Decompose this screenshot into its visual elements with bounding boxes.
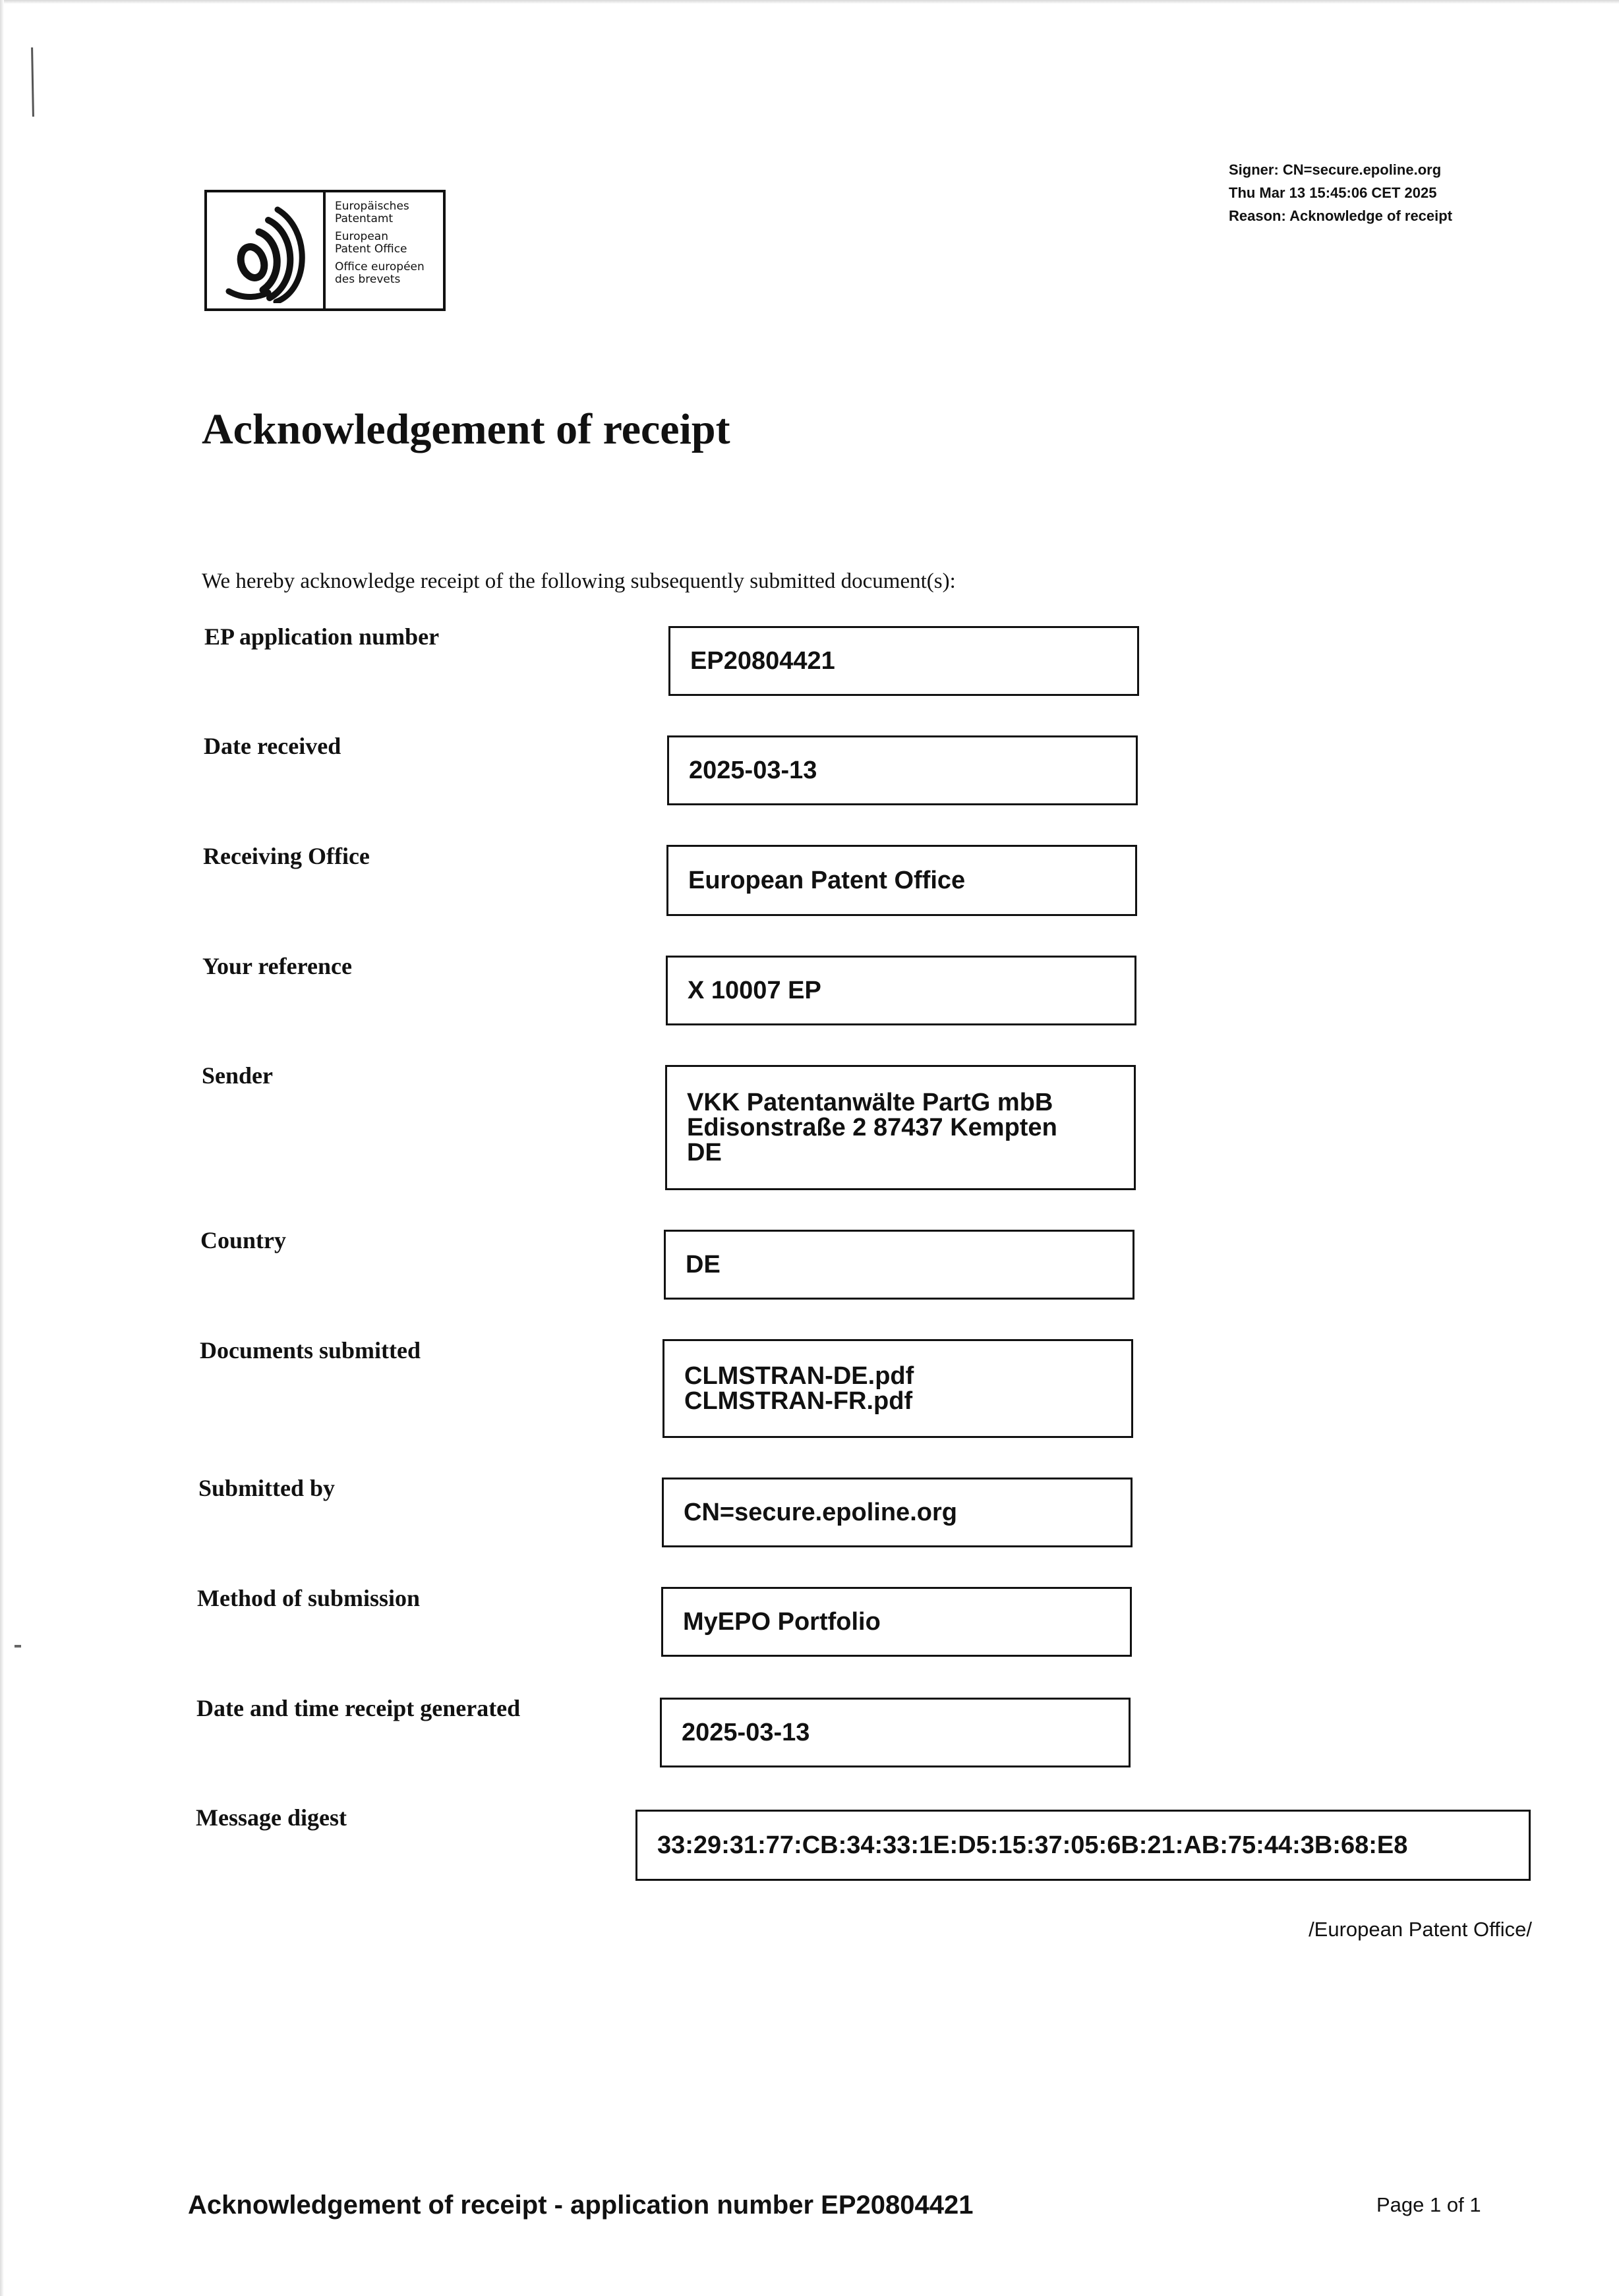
- scan-mark: [31, 47, 34, 117]
- value-line: VKK Patentanwälte PartG mbB: [687, 1089, 1053, 1116]
- epo-logo-icon: [207, 192, 326, 308]
- field-label-method-of-submission: Method of submission: [197, 1585, 421, 1611]
- logo-line: Patentamt: [335, 212, 394, 225]
- field-label-sender: Sender: [202, 1062, 273, 1089]
- field-value-sender: [665, 1065, 1136, 1190]
- field-value-date-received: [667, 735, 1138, 805]
- field-label-receiving-office: Receiving Office: [203, 843, 370, 869]
- field-label-receipt-generated: Date and time receipt generated: [196, 1695, 521, 1721]
- field-label-date-received: Date received: [204, 733, 341, 759]
- value-line: CLMSTRAN-FR.pdf: [684, 1387, 913, 1415]
- page-title: Acknowledgement of receipt: [202, 405, 730, 453]
- value-line: 2025-03-13: [689, 757, 817, 784]
- page-edge: [0, 0, 1619, 4]
- logo-line: Patent Office: [335, 243, 407, 256]
- logo-line: des brevets: [335, 273, 401, 286]
- logo-line: Office européen: [335, 260, 425, 273]
- footer-title: Acknowledgement of receipt - application number EP20804421: [188, 2191, 974, 2220]
- value-line: Edisonstraße 2 87437 Kempten: [687, 1114, 1057, 1141]
- value-line: 33:29:31:77:CB:34:33:1E:D5:15:37:05:6B:21:AB:75:44:3B:68:E8: [657, 1831, 1408, 1859]
- value-line: CN=secure.epoline.org: [684, 1499, 957, 1526]
- signature-signer: Signer: CN=secure.epoline.org: [1229, 161, 1442, 178]
- logo-line: European: [335, 230, 388, 243]
- field-value-receiving-office: [666, 845, 1137, 916]
- page-edge-left: [0, 0, 4, 2296]
- value-line: DE: [687, 1139, 722, 1166]
- field-value-receipt-generated: [660, 1698, 1131, 1767]
- field-value-submitted-by: [662, 1478, 1133, 1547]
- value-line: MyEPO Portfolio: [683, 1608, 881, 1636]
- signature-reason: Reason: Acknowledge of receipt: [1229, 208, 1453, 224]
- value-line: EP20804421: [690, 647, 835, 675]
- field-label-message-digest: Message digest: [196, 1804, 347, 1831]
- digital-signature-block: [1229, 158, 1452, 227]
- page-number: Page 1 of 1: [1376, 2193, 1481, 2216]
- field-label-your-reference: Your reference: [202, 953, 352, 979]
- field-value-country: [664, 1230, 1134, 1300]
- scan-dot: [15, 1645, 21, 1648]
- field-label-submitted-by: Submitted by: [198, 1475, 336, 1501]
- value-line: DE: [686, 1251, 721, 1278]
- field-label-application-number: EP application number: [204, 623, 440, 650]
- field-value-application-number: [668, 626, 1139, 696]
- value-line: X 10007 EP: [688, 977, 821, 1004]
- field-label-documents-submitted: Documents submitted: [200, 1337, 421, 1363]
- field-label-country: Country: [200, 1227, 287, 1253]
- value-line: CLMSTRAN-DE.pdf: [684, 1362, 914, 1390]
- field-value-documents-submitted: [662, 1339, 1133, 1438]
- field-value-message-digest: [635, 1810, 1531, 1881]
- intro-text: We hereby acknowledge receipt of the following subsequently submitted document(s):: [202, 569, 956, 593]
- field-value-your-reference: [666, 956, 1136, 1025]
- logo-line: Europäisches: [335, 200, 409, 213]
- office-signature: /European Patent Office/: [1309, 1918, 1532, 1941]
- logo-text: [326, 192, 443, 308]
- field-value-method-of-submission: [661, 1587, 1132, 1657]
- signature-date: Thu Mar 13 15:45:06 CET 2025: [1229, 185, 1437, 201]
- value-line: 2025-03-13: [682, 1719, 810, 1746]
- epo-logo: [204, 190, 446, 311]
- value-line: European Patent Office: [688, 867, 966, 894]
